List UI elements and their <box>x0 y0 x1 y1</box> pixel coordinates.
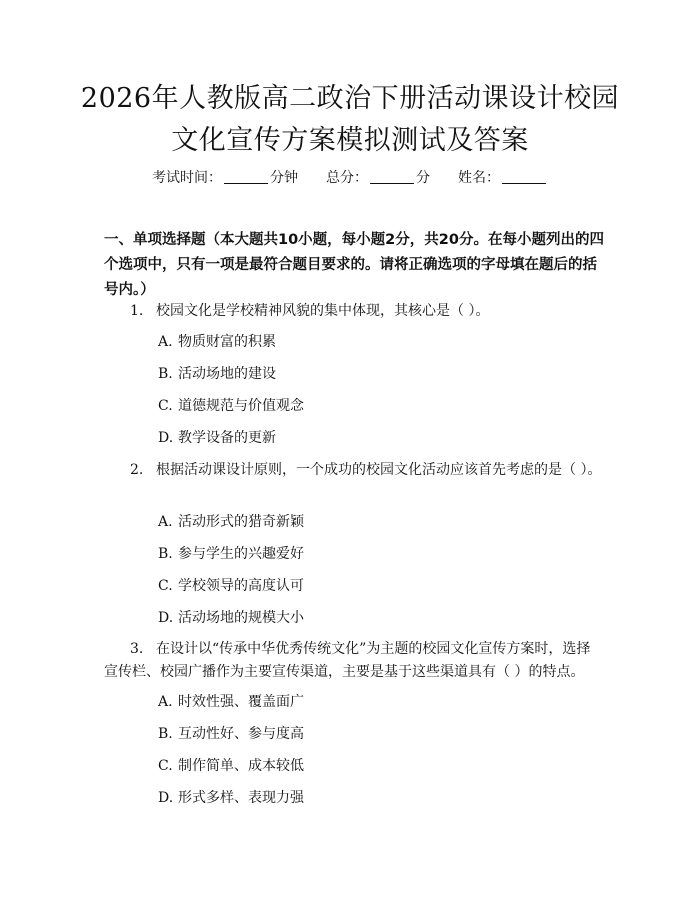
exam-time-blank <box>224 169 268 184</box>
section-1-heading: 一、单项选择题（本大题共10小题，每小题2分，共20分。在每小题列出的四个选项中，只有一项是最符合题目要求的。请将正确选项的字母填在题后的括号内。） <box>104 232 604 298</box>
document-title <box>0 78 700 162</box>
question-2-stem: 根据活动课设计原则，一个成功的校园文化活动应该首先考虑的是（ ）。 <box>156 462 602 478</box>
title-line-2: 文化宣传方案模拟测试及答案 <box>171 125 529 156</box>
total-score-unit: 分 <box>416 170 430 186</box>
question-2-option-b: B. 参与学生的兴趣爱好 <box>158 546 304 562</box>
question-2-option-a: A. 活动形式的猎奇新颖 <box>158 514 304 530</box>
title-line-1: 2026年人教版高二政治下册活动课设计校园 <box>80 83 620 114</box>
name-blank <box>502 169 546 184</box>
question-2-option-d: D. 活动场地的规模大小 <box>158 610 304 626</box>
question-3-option-b: B. 互动性好、参与度高 <box>158 726 304 742</box>
question-1-number: 1. <box>130 303 144 319</box>
exam-info-row <box>0 168 700 188</box>
question-3-stem: 在设计以“传承中华优秀传统文化”为主题的校园文化宣传方案时，选择宣传栏、校园广播作为主要宣传渠道，主要是基于这些渠道具有（ ）的特点。 <box>104 641 591 680</box>
question-1-option-c: C. 道德规范与价值观念 <box>158 398 304 414</box>
total-score-label: 总分： <box>326 170 368 186</box>
question-1-stem: 校园文化是学校精神风貌的集中体现，其核心是（ ）。 <box>156 303 490 319</box>
question-1 <box>104 300 604 323</box>
question-3-option-d: D. 形式多样、表现力强 <box>158 790 304 806</box>
total-score-blank <box>370 169 414 184</box>
exam-time-label: 考试时间： <box>152 170 222 186</box>
question-1-option-b: B. 活动场地的建设 <box>158 366 276 382</box>
question-3 <box>104 638 604 684</box>
question-2-number: 2. <box>130 462 144 478</box>
question-2-option-c: C. 学校领导的高度认可 <box>158 578 304 594</box>
question-1-option-a: A. 物质财富的积累 <box>158 334 276 350</box>
question-3-option-a: A. 时效性强、覆盖面广 <box>158 694 304 710</box>
question-3-option-c: C. 制作简单、成本较低 <box>158 758 304 774</box>
name-label: 姓名： <box>458 170 500 186</box>
exam-time-unit: 分钟 <box>270 170 298 186</box>
question-3-number: 3. <box>130 641 144 657</box>
question-1-option-d: D. 教学设备的更新 <box>158 430 276 446</box>
question-2 <box>104 459 604 482</box>
